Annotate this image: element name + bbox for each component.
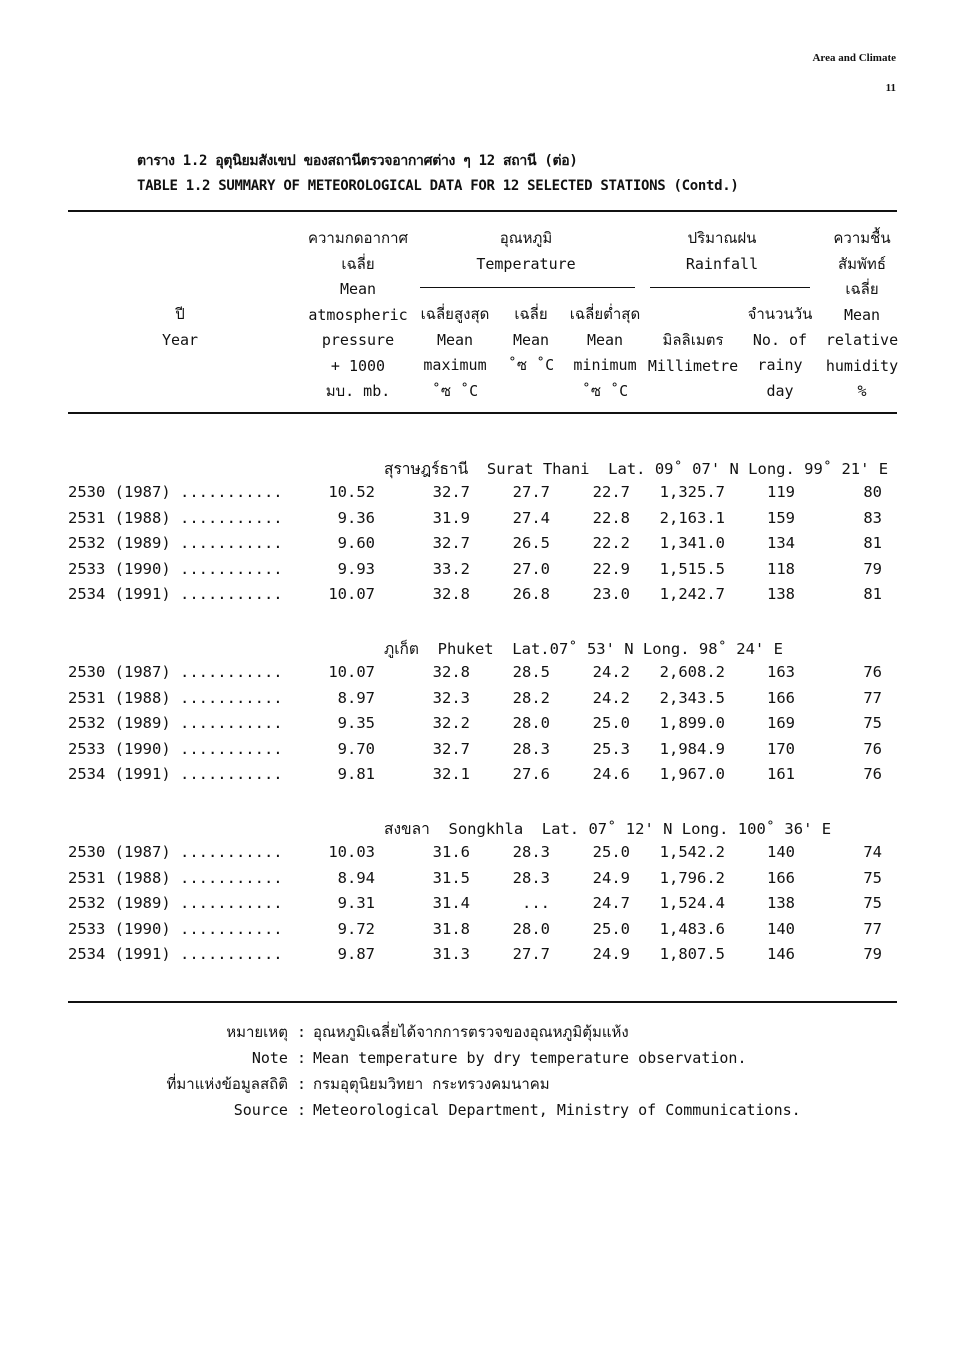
note-text: Mean temperature by dry temperature observation. [313,1049,747,1067]
header-temp-max-line: maximum [423,356,487,374]
value-cell-tmax: 32.1 [432,765,470,784]
value-cell-tmin: 25.3 [592,739,630,758]
value-cell-days: 138 [767,894,795,913]
value-cell-rain: 1,542.2 [659,843,725,861]
value-cell-tmin: 24.2 [592,663,630,681]
value-cell-tmean: 28.5 [512,663,550,681]
value-cell-tmax: 32.7 [432,483,470,501]
value-cell-rain: 2,163.1 [659,508,725,527]
value-cell-tmax: 32.3 [432,688,470,707]
value-cell-pressure: 9.60 [337,534,375,553]
header-temp-min-line: ˚ซ ˚C [581,381,629,400]
value-cell-tmean: 28.3 [512,739,550,758]
header-humidity-line: สัมพัทธ์ [838,254,886,273]
value-cell-rain: 1,524.4 [659,894,725,913]
header-rain-days-line: day [766,381,794,400]
value-cell-tmean: 28.2 [512,688,550,707]
value-cell-tmean: 26.5 [512,534,550,553]
station-heading: ภูเก็ต Phuket Lat.07˚ 53' N Long. 98˚ 24' E [384,640,783,658]
value-cell-pressure: 8.94 [337,868,375,887]
header-temperature-group-line: Temperature [476,254,576,273]
year-cell: 2530 (1987) ........... [68,843,283,861]
value-cell-rain: 1,242.7 [659,585,725,604]
section-header: Area and Climate [812,52,896,64]
year-cell: 2533 (1990) ........... [68,739,283,758]
value-cell-tmax: 33.2 [432,559,470,578]
value-cell-tmin: 24.2 [592,688,630,707]
value-cell-pressure: 9.72 [337,919,375,938]
value-cell-pressure: 9.36 [337,508,375,527]
value-cell-tmax: 32.7 [432,534,470,553]
header-temp-min-line: minimum [573,356,637,374]
header-pressure-line: pressure [321,331,395,349]
value-cell-tmin: 24.9 [592,868,630,887]
value-cell-pressure: 10.07 [328,663,375,681]
header-temp-max-line: ˚ซ ˚C [431,381,479,400]
value-cell-hum: 76 [863,739,882,758]
value-cell-tmean: 27.6 [512,765,550,784]
value-cell-hum: 80 [863,483,882,501]
value-cell-hum: 79 [863,559,882,578]
value-cell-tmean: 28.3 [512,868,550,887]
value-cell-tmin: 25.0 [592,843,630,861]
year-cell: 2531 (1988) ........... [68,508,283,527]
year-cell: 2534 (1991) ........... [68,945,283,964]
header-temp-max-line: เฉลี่ยสูงสุด [420,305,490,323]
header-year-line: ปี [175,305,185,323]
header-pressure-line: + 1000 [330,356,386,375]
year-cell: 2533 (1990) ........... [68,919,283,938]
header-temp-min-line: เฉลี่ยต่ำสุด [569,305,641,323]
value-cell-tmin: 22.7 [592,483,630,501]
station-heading: สุราษฎร์ธานี Surat Thani Lat. 09˚ 07' N Long. 99˚ 21' E [384,460,889,478]
value-cell-pressure: 9.87 [337,945,375,964]
value-cell-hum: 75 [863,894,882,913]
value-cell-tmean: 27.0 [512,559,550,578]
header-pressure-line: เฉลี่ย [341,254,375,273]
value-cell-rain: 1,967.0 [659,765,725,784]
value-cell-hum: 81 [863,534,882,553]
value-cell-tmean: 28.3 [512,843,550,861]
value-cell-tmax: 31.5 [432,868,470,887]
value-cell-tmin: 23.0 [592,585,630,604]
value-cell-days: 119 [767,483,795,501]
value-cell-hum: 76 [863,663,882,681]
value-cell-tmin: 24.9 [592,945,630,964]
table-title-thai: ตาราง 1.2 อุตุนิยมสังเขป ของสถานีตรวจอากาศต่าง ๆ 12 สถานี (ต่อ) [137,153,578,169]
value-cell-pressure: 9.35 [337,714,375,733]
value-cell-pressure: 10.03 [328,843,375,861]
year-cell: 2532 (1989) ........... [68,714,283,733]
value-cell-hum: 83 [863,508,882,527]
header-rain-mm-line: Millimetre [647,356,739,375]
header-year-line: Year [161,330,199,349]
value-cell-days: 159 [767,508,795,527]
year-cell: 2533 (1990) ........... [68,559,283,578]
year-cell: 2532 (1989) ........... [68,534,283,553]
value-cell-tmean: ... [522,894,550,913]
bottom-rule [68,1001,897,1003]
note-text: Meteorological Department, Ministry of Communications. [313,1101,801,1119]
value-cell-rain: 1,796.2 [659,868,725,887]
value-cell-days: 140 [767,919,795,938]
value-cell-hum: 77 [863,919,882,938]
value-cell-days: 170 [767,739,795,758]
value-cell-tmax: 32.2 [432,714,470,733]
value-cell-hum: 75 [863,714,882,733]
value-cell-tmax: 31.6 [432,843,470,861]
header-temp-max-line: Mean [436,330,474,349]
value-cell-tmean: 27.7 [512,483,550,501]
header-rainfall-group-line: ปริมาณฝน [687,229,757,247]
header-rain-days-line: No. of [752,330,808,349]
value-cell-pressure: 9.31 [337,894,375,913]
note-label: Note : [251,1049,306,1067]
value-cell-rain: 2,608.2 [659,663,725,681]
value-cell-rain: 1,515.5 [659,559,725,578]
year-cell: 2532 (1989) ........... [68,894,283,913]
page-number: 11 [885,82,896,94]
header-humidity-line: relative [825,331,899,349]
value-cell-days: 169 [767,714,795,733]
header-humidity-line: ความชื้น [833,229,891,247]
value-cell-tmean: 28.0 [512,919,550,938]
value-cell-tmax: 31.9 [432,508,470,527]
header-rain-mm-line: มิลลิเมตร [662,331,724,349]
temperature-subrule [420,287,635,288]
value-cell-hum: 79 [863,945,882,964]
value-cell-days: 146 [767,945,795,964]
value-cell-tmean: 27.7 [512,945,550,964]
header-temp-mean-line: เฉลี่ย [514,305,548,323]
value-cell-pressure: 9.70 [337,739,375,758]
top-rule [68,210,897,212]
value-cell-hum: 74 [863,843,882,861]
header-humidity-line: Mean [843,305,881,324]
value-cell-pressure: 9.93 [337,559,375,578]
value-cell-tmin: 22.8 [592,508,630,527]
value-cell-tmin: 24.6 [592,765,630,784]
note-label: ที่มาแห่งข้อมูลสถิติ : [166,1075,306,1093]
rainfall-subrule [650,287,810,288]
header-humidity-line: humidity [825,356,899,375]
value-cell-tmax: 31.4 [432,894,470,913]
year-cell: 2531 (1988) ........... [68,688,283,707]
header-pressure-line: Mean [339,280,377,298]
header-rain-days-line: จำนวนวัน [747,305,813,323]
value-cell-tmax: 31.8 [432,919,470,938]
station-heading: สงขลา Songkhla Lat. 07˚ 12' N Long. 100˚ 36' E [384,820,832,838]
value-cell-rain: 1,341.0 [659,534,725,553]
value-cell-days: 161 [767,765,795,784]
header-temp-min-line: Mean [586,330,624,349]
header-rain-days-line: rainy [757,356,803,374]
note-text: อุณหภูมิเฉลี่ยได้จากการตรวจของอุณหภูมิตุ้มแห้ง [313,1023,629,1041]
value-cell-rain: 2,343.5 [659,688,725,707]
value-cell-tmean: 27.4 [512,508,550,527]
value-cell-hum: 81 [863,585,882,604]
value-cell-days: 134 [767,534,795,553]
value-cell-tmin: 22.2 [592,534,630,553]
value-cell-pressure: 8.97 [337,688,375,707]
value-cell-tmin: 25.0 [592,919,630,938]
value-cell-tmax: 32.8 [432,663,470,681]
note-label: Source : [233,1101,306,1119]
value-cell-tmax: 32.8 [432,585,470,604]
year-cell: 2534 (1991) ........... [68,765,283,784]
value-cell-tmean: 28.0 [512,714,550,733]
header-bottom-rule [68,412,897,414]
header-temperature-group-line: อุณหภูมิ [499,229,553,247]
value-cell-days: 140 [767,843,795,861]
header-temp-mean-line: ˚ซ ˚C [507,356,555,374]
year-cell: 2530 (1987) ........... [68,663,283,681]
value-cell-rain: 1,899.0 [659,714,725,733]
value-cell-tmean: 26.8 [512,585,550,604]
value-cell-tmin: 24.7 [592,894,630,913]
value-cell-days: 118 [767,559,795,578]
header-temp-mean-line: Mean [512,330,550,349]
value-cell-days: 166 [767,688,795,707]
value-cell-rain: 1,483.6 [659,919,725,938]
value-cell-days: 138 [767,585,795,604]
value-cell-rain: 1,984.9 [659,739,725,758]
value-cell-hum: 75 [863,868,882,887]
value-cell-tmax: 32.7 [432,739,470,758]
header-pressure-line: ความกดอากาศ [307,229,409,247]
value-cell-pressure: 10.52 [328,483,375,501]
value-cell-tmin: 25.0 [592,714,630,733]
value-cell-tmin: 22.9 [592,559,630,578]
year-cell: 2534 (1991) ........... [68,585,283,604]
header-pressure-line: atmospheric [308,305,408,324]
value-cell-hum: 77 [863,688,882,707]
header-rainfall-group-line: Rainfall [685,254,759,273]
value-cell-hum: 76 [863,765,882,784]
header-pressure-line: มบ. mb. [325,382,391,400]
value-cell-pressure: 10.07 [328,585,375,604]
value-cell-pressure: 9.81 [337,765,375,784]
value-cell-tmax: 31.3 [432,945,470,964]
note-text: กรมอุตุนิยมวิทยา กระทรวงคมนาคม [313,1075,550,1093]
value-cell-rain: 1,807.5 [659,945,725,964]
note-label: หมายเหตุ : [226,1023,306,1041]
header-humidity-line: % [857,382,867,400]
year-cell: 2530 (1987) ........... [68,483,283,501]
year-cell: 2531 (1988) ........... [68,868,283,887]
value-cell-days: 166 [767,868,795,887]
value-cell-days: 163 [767,663,795,681]
table-title-english: TABLE 1.2 SUMMARY OF METEOROLOGICAL DATA FOR 12 SELECTED STATIONS (Contd.) [137,178,739,194]
value-cell-rain: 1,325.7 [659,483,725,501]
header-humidity-line: เฉลี่ย [845,280,879,298]
